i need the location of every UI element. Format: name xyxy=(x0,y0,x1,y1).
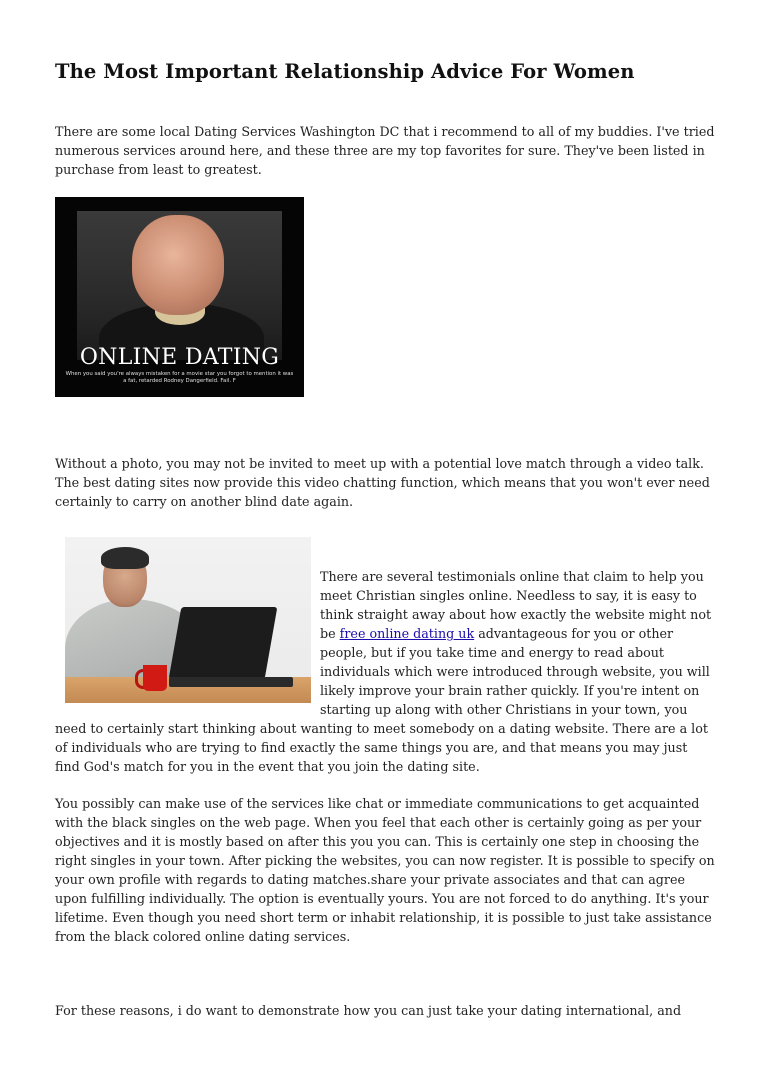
closing-paragraph: For these reasons, i do want to demonstrate how you can just take your dating international, and xyxy=(55,1003,682,1018)
video-chat-paragraph: Without a photo, you may not be invited to meet up with a potential love match through a video talk. The best dating sites now provide this video chatting function, which means that you won't ever need certainly to carry on another blind date again. xyxy=(55,456,710,509)
christian-singles-paragraph xyxy=(55,537,715,776)
paragraph-text-after-link: advantageous for you or other people, but if you take time and energy to read about individuals which were introduced through website, you will likely improve your brain rather quickly. If you're intent on starting up along with other Christians in your town, you need to certainly start thinking about wanting to meet somebody on a dating website. There are a lot of individuals who are trying to find exactly the same things you are, and that means you may just find God's match for you in the event that you join the dating site. xyxy=(55,626,710,774)
black-singles-paragraph: You possibly can make use of the services like chat or immediate communications to get acquainted with the black singles on the web page. When you feel that each other is certainly going as per your objectives and it is mostly based on after this you you can. This is certainly one step in choosing the right singles in your town. After picking the websites, you can now register. It is possible to specify on your own profile with regards to dating matches.share your private associates and that can agree upon fulfilling individually. The option is eventually yours. You are not forced to do anything. It's your lifetime. Even though you need short term or inhabit relationship, it is possible to just take assistance from the black colored online dating services. xyxy=(55,796,715,944)
poster-face xyxy=(132,215,224,315)
page-title: The Most Important Relationship Advice For Women xyxy=(55,60,635,83)
intro-paragraph: There are some local Dating Services Washington DC that i recommend to all of my buddies. I've tried numerous services around here, and these three are my top favorites for sure. They've been listed in purchase from least to greatest. xyxy=(55,124,715,177)
poster-caption-title: ONLINE DATING xyxy=(79,345,280,370)
poster-caption-subtitle: When you said you're always mistaken for a movie star you forgot to mention it was a fat, retarded Rodney Dangerfield. Fail. F xyxy=(65,371,294,384)
paragraph-text-before-link: There are several testimonials online that claim to help you meet Christian singles online. Needless to say, it is easy to think straight away about how exactly the website might not be xyxy=(320,569,712,641)
free-online-dating-link[interactable]: free online dating uk xyxy=(339,626,475,641)
poster-photo xyxy=(77,211,282,360)
online-dating-poster-image xyxy=(55,197,304,397)
